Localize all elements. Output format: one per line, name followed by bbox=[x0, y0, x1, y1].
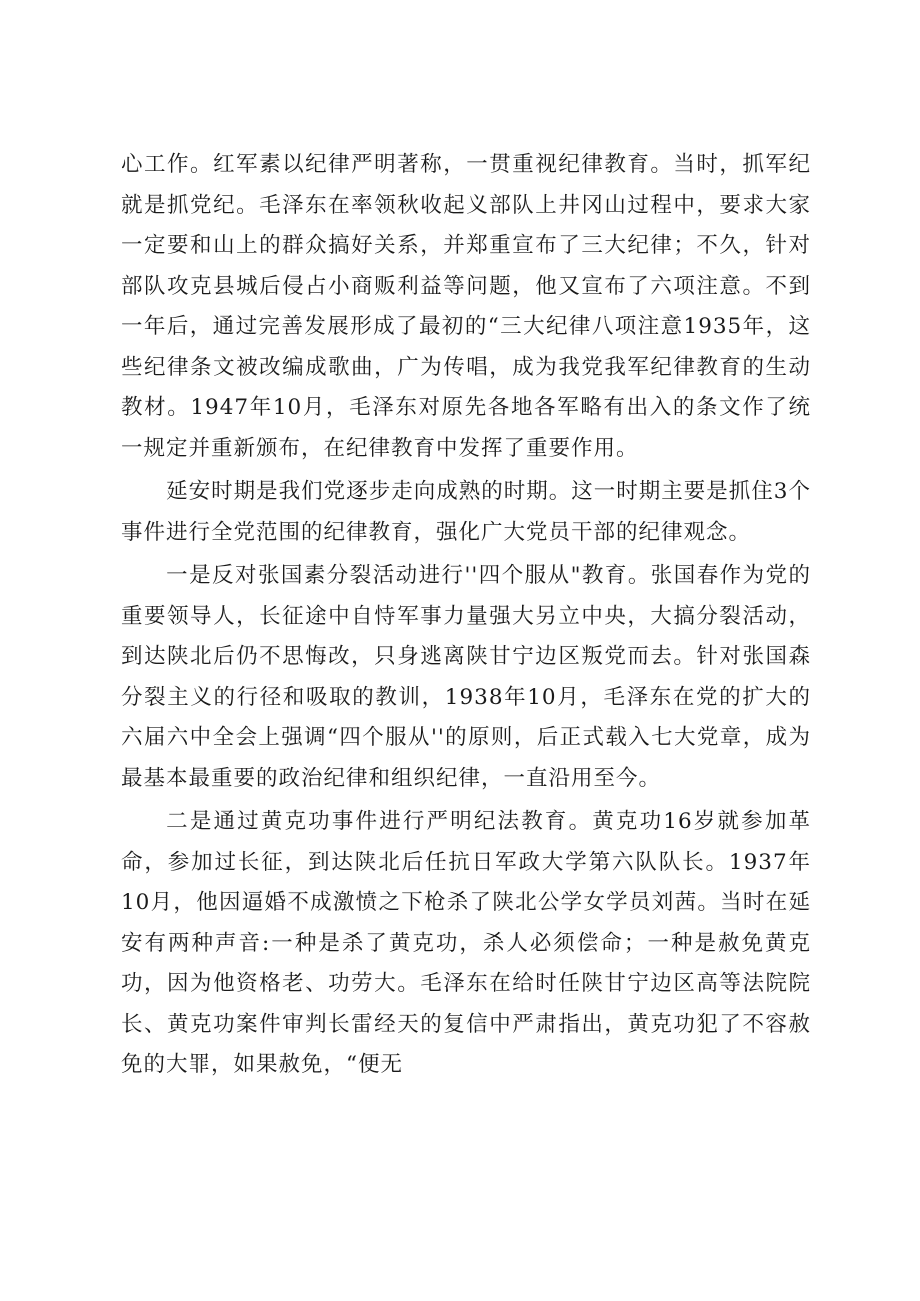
paragraph-red-army-discipline: 心工作。红军素以纪律严明著称，一贯重视纪律教育。当时，抓军纪就是抓党纪。毛泽东在率领秋收起义部队上井冈山过程中，要求大家一定要和山上的群众搞好关系，并郑重宣布了三大纪律；不久，针对部队攻克县城后侵占小商贩利益等问题，他又宣布了六项注意。不到一年后，通过完善发展形成了最初的“三大纪律八项注意1935年，这些纪律条文被改编成歌曲，广为传唱，成为我党我军纪律教育的生动教材。1947年10月，毛泽东对原先各地各军略有出入的条文作了统一规定并重新颁布，在纪律教育中发挥了重要作用。 bbox=[121, 152, 811, 461]
paragraph-yanan-period: 延安时期是我们党逐步走向成熟的时期。这一时期主要是抓住3个事件进行全党范围的纪律教育，强化广大党员干部的纪律观念。 bbox=[121, 479, 811, 545]
document-body bbox=[121, 145, 811, 1089]
paragraph-zhang-guotao: 一是反对张国素分裂活动进行''四个服从"教育。张国春作为党的重要领导人，长征途中自恃军事力量强大另立中央，大搞分裂活动，到达陕北后仍不思悔改，只身逃离陕甘宁边区叛党而去。针对张国森分裂主义的行径和吸取的教训，1938年10月，毛泽东在党的扩大的六届六中全会上强调“四个服从''的原则，后正式载入七大党章，成为最基本最重要的政治纪律和组织纪律，一直沿用至今。 bbox=[121, 563, 811, 791]
paragraph-huang-kegong: 二是通过黄克功事件进行严明纪法教育。黄克功16岁就参加革命，参加过长征，到达陕北后任抗日军政大学第六队队长。1937年10月，他因逼婚不成激愤之下枪杀了陕北公学女学员刘茜。当时在延安有两种声音:一种是杀了黄克功，杀人必须偿命；一种是赦免黄克功，因为他资格老、功劳大。毛泽东在给时任陕甘宁边区高等法院院长、黄克功案件审判长雷经天的复信中严肃指出，黄克功犯了不容赦免的大罪，如果赦免，“便无 bbox=[121, 809, 811, 1077]
